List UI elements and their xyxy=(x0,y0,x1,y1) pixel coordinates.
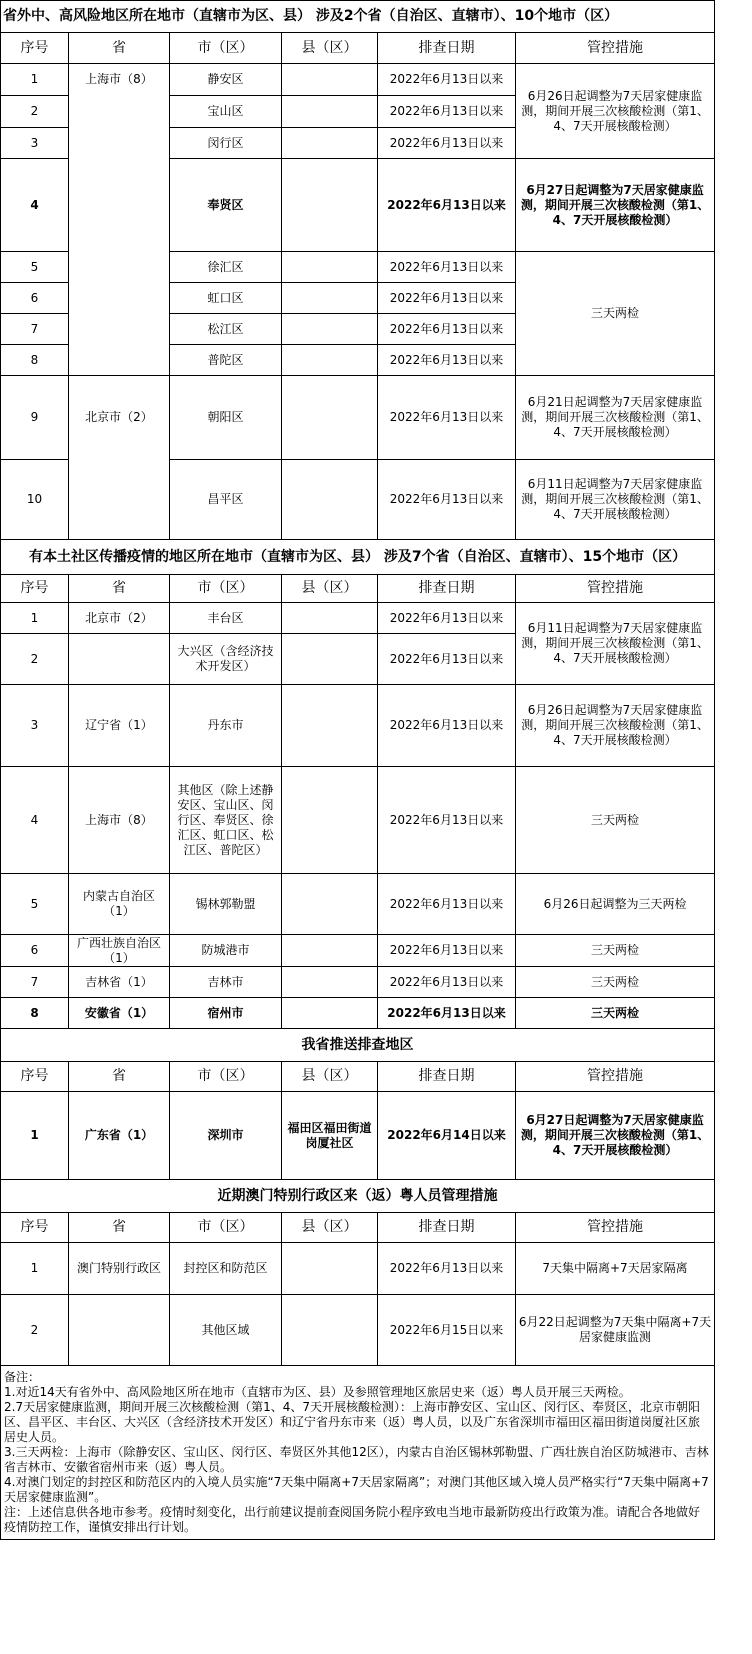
note-item: 3.三天两检：上海市（除静安区、宝山区、闵行区、奉贤区外其他12区），内蒙古自治区锡林郭勒盟、广西壮族自治区防城港市、吉林省吉林市、安徽省宿州市来（返）粤人员。 xyxy=(4,1445,709,1474)
cell-measure: 6月11日起调整为7天居家健康监测，期间开展三次核酸检测（第1、4、7天开展核酸检测） xyxy=(516,460,715,540)
header-city: 市（区） xyxy=(170,575,282,603)
header-measure: 管控措施 xyxy=(516,1062,715,1092)
cell-city: 宿州市 xyxy=(170,998,282,1029)
cell-no: 8 xyxy=(1,345,69,376)
table-row xyxy=(1,767,715,874)
cell-measure: 6月27日起调整为7天居家健康监测，期间开展三次核酸检测（第1、4、7天开展核酸检测） xyxy=(516,1092,715,1180)
section4-header-row xyxy=(1,1213,715,1243)
cell-city: 锡林郭勒盟 xyxy=(170,874,282,935)
header-date: 排查日期 xyxy=(378,575,516,603)
note-item: 2.7天居家健康监测，期间开展三次核酸检测（第1、4、7天开展核酸检测）：上海市静安区、宝山区、闵行区、奉贤区，北京市朝阳区、昌平区、丰台区、大兴区（含经济技术开发区）和辽宁省丹东市来（返）粤人员，以及广东省深圳市福田区福田街道岗厦社区旅居史人员。 xyxy=(4,1400,701,1444)
table-row xyxy=(1,64,715,96)
table-row xyxy=(1,603,715,634)
section2-title: 有本土社区传播疫情的地区所在地市（直辖市为区、县） 涉及7个省（自治区、直辖市）、15个地市（区） xyxy=(1,540,715,575)
cell-date: 2022年6月13日以来 xyxy=(378,159,516,252)
cell-measure: 三天两检 xyxy=(516,998,715,1029)
header-county: 县（区） xyxy=(282,575,378,603)
cell-date: 2022年6月13日以来 xyxy=(378,96,516,128)
cell-county xyxy=(282,64,378,96)
header-date: 排查日期 xyxy=(378,33,516,64)
cell-province: 辽宁省（1） xyxy=(69,685,170,767)
section1-title-row xyxy=(1,1,715,33)
cell-city: 闵行区 xyxy=(170,128,282,159)
header-city: 市（区） xyxy=(170,33,282,64)
cell-city: 防城港市 xyxy=(170,935,282,967)
cell-city: 其他区域 xyxy=(170,1295,282,1366)
cell-city: 静安区 xyxy=(170,64,282,96)
cell-measure: 三天两检 xyxy=(516,967,715,998)
cell-city: 徐汇区 xyxy=(170,252,282,283)
header-measure: 管控措施 xyxy=(516,1213,715,1243)
cell-date: 2022年6月13日以来 xyxy=(378,603,516,634)
cell-measure: 7天集中隔离+7天居家隔离 xyxy=(516,1243,715,1295)
cell-date: 2022年6月13日以来 xyxy=(378,874,516,935)
table-row xyxy=(1,874,715,935)
cell-province: 安徽省（1） xyxy=(69,998,170,1029)
header-province: 省 xyxy=(69,575,170,603)
cell-county xyxy=(282,998,378,1029)
section3-title: 我省推送排查地区 xyxy=(1,1029,715,1062)
header-county: 县（区） xyxy=(282,1062,378,1092)
header-county: 县（区） xyxy=(282,1213,378,1243)
cell-city: 松江区 xyxy=(170,314,282,345)
cell-county xyxy=(282,767,378,874)
cell-measure: 6月26日起调整为7天居家健康监测，期间开展三次核酸检测（第1、4、7天开展核酸检测） xyxy=(516,685,715,767)
table-row xyxy=(1,1295,715,1366)
header-city: 市（区） xyxy=(170,1062,282,1092)
cell-county xyxy=(282,935,378,967)
cell-county xyxy=(282,283,378,314)
cell-no: 5 xyxy=(1,252,69,283)
cell-county xyxy=(282,603,378,634)
cell-province: 北京市（2） xyxy=(69,603,170,634)
table-row xyxy=(1,967,715,998)
cell-city: 吉林市 xyxy=(170,967,282,998)
header-no: 序号 xyxy=(1,33,69,64)
cell-county xyxy=(282,314,378,345)
cell-measure: 6月11日起调整为7天居家健康监测，期间开展三次核酸检测（第1、4、7天开展核酸检测） xyxy=(516,603,715,685)
cell-date: 2022年6月13日以来 xyxy=(378,998,516,1029)
cell-no: 2 xyxy=(1,96,69,128)
cell-date: 2022年6月13日以来 xyxy=(378,460,516,540)
cell-measure: 三天两检 xyxy=(516,252,715,376)
header-city: 市（区） xyxy=(170,1213,282,1243)
section2-title-row xyxy=(1,540,715,575)
header-county: 县（区） xyxy=(282,33,378,64)
cell-no: 1 xyxy=(1,64,69,96)
cell-no: 1 xyxy=(1,603,69,634)
cell-province xyxy=(69,634,170,685)
cell-province: 北京市（2） xyxy=(69,376,170,540)
note-item: 4.对澳门划定的封控区和防范区内的入境人员实施“7天集中隔离+7天居家隔离”；对澳门其他区域入境人员严格实行“7天集中隔离+7天居家健康监测”。 xyxy=(4,1475,709,1504)
table-row xyxy=(1,935,715,967)
cell-province: 澳门特别行政区 xyxy=(69,1243,170,1295)
cell-county xyxy=(282,634,378,685)
notes-row xyxy=(1,1366,715,1540)
cell-no: 3 xyxy=(1,685,69,767)
cell-county xyxy=(282,159,378,252)
cell-county xyxy=(282,685,378,767)
cell-no: 4 xyxy=(1,767,69,874)
cell-no: 10 xyxy=(1,460,69,540)
cell-province xyxy=(69,1295,170,1366)
cell-no: 2 xyxy=(1,1295,69,1366)
cell-county xyxy=(282,1295,378,1366)
cell-no: 5 xyxy=(1,874,69,935)
section3-header-row xyxy=(1,1062,715,1092)
cell-date: 2022年6月13日以来 xyxy=(378,634,516,685)
header-no: 序号 xyxy=(1,575,69,603)
cell-no: 1 xyxy=(1,1092,69,1180)
cell-measure: 6月26日起调整为三天两检 xyxy=(516,874,715,935)
table-row xyxy=(1,1092,715,1180)
cell-county xyxy=(282,460,378,540)
cell-city: 深圳市 xyxy=(170,1092,282,1180)
section4-title: 近期澳门特别行政区来（返）粤人员管理措施 xyxy=(1,1180,715,1213)
cell-date: 2022年6月13日以来 xyxy=(378,376,516,460)
cell-date: 2022年6月13日以来 xyxy=(378,283,516,314)
cell-no: 7 xyxy=(1,314,69,345)
notes-heading: 备注： xyxy=(4,1370,41,1384)
cell-date: 2022年6月13日以来 xyxy=(378,252,516,283)
cell-date: 2022年6月13日以来 xyxy=(378,967,516,998)
cell-county xyxy=(282,96,378,128)
cell-no: 9 xyxy=(1,376,69,460)
cell-date: 2022年6月13日以来 xyxy=(378,935,516,967)
cell-measure: 6月21日起调整为7天居家健康监测，期间开展三次核酸检测（第1、4、7天开展核酸检测） xyxy=(516,376,715,460)
cell-no: 8 xyxy=(1,998,69,1029)
header-no: 序号 xyxy=(1,1213,69,1243)
note-item: 1.对近14天有省外中、高风险地区所在地市（直辖市为区、县）及参照管理地区旅居史来（返）粤人员开展三天两检。 xyxy=(4,1385,631,1399)
cell-no: 6 xyxy=(1,283,69,314)
cell-measure: 三天两检 xyxy=(516,767,715,874)
cell-date: 2022年6月13日以来 xyxy=(378,128,516,159)
cell-county xyxy=(282,967,378,998)
cell-city: 大兴区（含经济技术开发区） xyxy=(170,634,282,685)
cell-no: 3 xyxy=(1,128,69,159)
cell-date: 2022年6月13日以来 xyxy=(378,345,516,376)
cell-measure: 6月26日起调整为7天居家健康监测，期间开展三次核酸检测（第1、4、7天开展核酸检测） xyxy=(516,64,715,159)
cell-city: 封控区和防范区 xyxy=(170,1243,282,1295)
cell-city: 朝阳区 xyxy=(170,376,282,460)
table-row xyxy=(1,998,715,1029)
header-date: 排查日期 xyxy=(378,1213,516,1243)
table-row xyxy=(1,376,715,460)
section1-title: 省外中、高风险地区所在地市（直辖市为区、县） 涉及2个省（自治区、直辖市）、10个地市（区） xyxy=(1,1,715,33)
cell-date: 2022年6月13日以来 xyxy=(378,1243,516,1295)
section4-title-row xyxy=(1,1180,715,1213)
table-row xyxy=(1,685,715,767)
cell-city: 虹口区 xyxy=(170,283,282,314)
cell-date: 2022年6月13日以来 xyxy=(378,685,516,767)
cell-county xyxy=(282,252,378,283)
section1-header-row xyxy=(1,33,715,64)
cell-date: 2022年6月14日以来 xyxy=(378,1092,516,1180)
cell-county: 福田区福田街道岗厦社区 xyxy=(282,1092,378,1180)
section2-header-row xyxy=(1,575,715,603)
cell-province: 内蒙古自治区（1） xyxy=(69,874,170,935)
cell-county xyxy=(282,128,378,159)
cell-date: 2022年6月13日以来 xyxy=(378,767,516,874)
header-province: 省 xyxy=(69,1213,170,1243)
header-measure: 管控措施 xyxy=(516,33,715,64)
section3-title-row xyxy=(1,1029,715,1062)
cell-no: 4 xyxy=(1,159,69,252)
cell-no: 6 xyxy=(1,935,69,967)
cell-province: 吉林省（1） xyxy=(69,967,170,998)
cell-date: 2022年6月13日以来 xyxy=(378,314,516,345)
cell-province: 广西壮族自治区（1） xyxy=(69,935,170,967)
header-measure: 管控措施 xyxy=(516,575,715,603)
cell-measure: 三天两检 xyxy=(516,935,715,967)
cell-county xyxy=(282,345,378,376)
note-footer: 注：上述信息供各地市参考。疫情时刻变化，出行前建议提前查阅国务院小程序致电当地市最新防疫出行政策为准。请配合各地做好疫情防控工作，谨慎安排出行计划。 xyxy=(4,1505,701,1534)
cell-measure: 6月27日起调整为7天居家健康监测，期间开展三次核酸检测（第1、4、7天开展核酸检测） xyxy=(516,159,715,252)
cell-city: 宝山区 xyxy=(170,96,282,128)
cell-city: 昌平区 xyxy=(170,460,282,540)
cell-measure: 6月22日起调整为7天集中隔离+7天居家健康监测 xyxy=(516,1295,715,1366)
cell-province: 上海市（8） xyxy=(69,64,170,376)
cell-city: 奉贤区 xyxy=(170,159,282,252)
cell-county xyxy=(282,1243,378,1295)
header-date: 排查日期 xyxy=(378,1062,516,1092)
cell-no: 7 xyxy=(1,967,69,998)
table-row xyxy=(1,1243,715,1295)
header-province: 省 xyxy=(69,33,170,64)
cell-city: 普陀区 xyxy=(170,345,282,376)
cell-date: 2022年6月13日以来 xyxy=(378,64,516,96)
cell-city: 其他区（除上述静安区、宝山区、闵行区、奉贤区、徐汇区、虹口区、松江区、普陀区） xyxy=(170,767,282,874)
header-province: 省 xyxy=(69,1062,170,1092)
header-no: 序号 xyxy=(1,1062,69,1092)
cell-no: 1 xyxy=(1,1243,69,1295)
notes-cell xyxy=(1,1366,715,1540)
cell-county xyxy=(282,376,378,460)
cell-province: 广东省（1） xyxy=(69,1092,170,1180)
cell-city: 丰台区 xyxy=(170,603,282,634)
cell-city: 丹东市 xyxy=(170,685,282,767)
cell-province: 上海市（8） xyxy=(69,767,170,874)
cell-date: 2022年6月15日以来 xyxy=(378,1295,516,1366)
cell-county xyxy=(282,874,378,935)
cell-no: 2 xyxy=(1,634,69,685)
